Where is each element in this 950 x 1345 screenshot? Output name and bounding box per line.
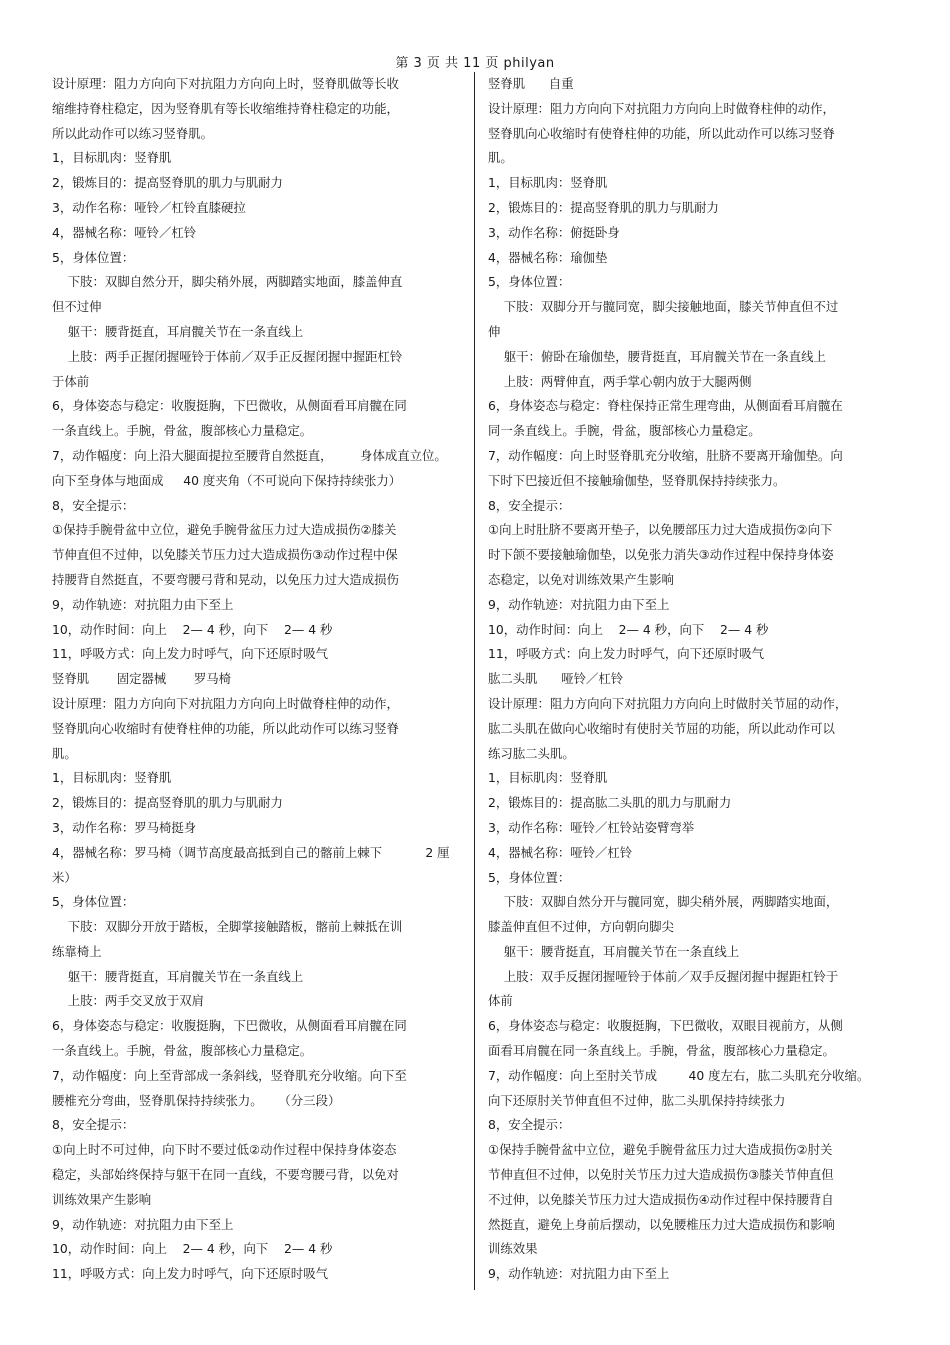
- text-line: 上肢：两臂伸直，两手掌心朝内放于大腿两侧: [488, 373, 752, 389]
- text-line: 8，安全提示：: [488, 497, 571, 513]
- text-line: 6，身体姿态与稳定：收腹挺胸，下巴微收，从侧面看耳肩髋在同: [52, 1018, 407, 1034]
- text-line: 8，安全提示：: [52, 497, 135, 513]
- text-line: 膝盖伸直但不过伸，方向朝向脚尖: [488, 919, 674, 935]
- text-line: 7，动作幅度：向上至背部成一条斜线，竖脊肌充分收缩。向下至: [52, 1067, 407, 1083]
- text-line: 4，器械名称：哑铃／杠铃: [488, 844, 633, 860]
- text-line: 9，动作轨迹：对抗阻力由下至上: [52, 1216, 234, 1232]
- text-line: 4，器械名称：瑜伽垫: [488, 249, 608, 265]
- text-line: 竖脊肌 固定器械 罗马椅: [52, 671, 232, 687]
- text-line: 肌。: [52, 745, 77, 761]
- text-line: 1，目标肌肉：竖脊肌: [488, 175, 608, 191]
- text-line: 不过伸，以免膝关节压力过大造成损伤④动作过程中保持腰背自: [488, 1191, 834, 1207]
- text-line: 训练效果: [488, 1241, 538, 1257]
- text-line: 4，器械名称：罗马椅（调节高度最高抵到自己的髂前上棘下 2 厘: [52, 844, 450, 860]
- text-line: ①向上时肚脐不要离开垫子，以免腰部压力过大造成损伤②向下: [488, 522, 833, 538]
- text-line: ①保持手腕骨盆中立位，避免手腕骨盆压力过大造成损伤②膝关: [52, 522, 397, 538]
- text-line: 设计原理：阻力方向向下对抗阻力方向向上时做脊柱伸的动作，: [488, 100, 835, 116]
- text-line: 2，锻炼目的：提高竖脊肌的肌力与肌耐力: [52, 795, 283, 811]
- text-line: 肌。: [488, 150, 513, 166]
- text-line: 练习肱二头肌。: [488, 745, 575, 761]
- text-line: 躯干：俯卧在瑜伽垫，腰背挺直，耳肩髋关节在一条直线上: [488, 348, 826, 364]
- text-line: ①保持手腕骨盆中立位，避免手腕骨盆压力过大造成损伤②肘关: [488, 1142, 833, 1158]
- text-line: 一条直线上。手腕，骨盆，腹部核心力量稳定。: [52, 423, 313, 439]
- text-line: 11，呼吸方式：向上发力时呼气，向下还原时吸气: [52, 1266, 328, 1282]
- text-line: 11，呼吸方式：向上发力时呼气，向下还原时吸气: [52, 646, 328, 662]
- text-line: 设计原理：阻力方向向下对抗阻力方向向上时做肘关节屈的动作，: [488, 695, 848, 711]
- text-line: 下肢：双脚自然分开，脚尖稍外展，两脚踏实地面，膝盖伸直: [52, 274, 403, 290]
- text-line: 一条直线上。手腕，骨盆，腹部核心力量稳定。: [52, 1043, 313, 1059]
- text-line: 下肢：双脚分开与髋同宽，脚尖接触地面，膝关节伸直但不过: [488, 299, 839, 315]
- text-line: 体前: [488, 993, 513, 1009]
- text-line: 节伸直但不过伸，以免膝关节压力过大造成损伤③动作过程中保: [52, 547, 398, 563]
- text-line: 然挺直，避免上身前后摆动，以免腰椎压力过大造成损伤和影响: [488, 1216, 835, 1232]
- text-line: 8，安全提示：: [488, 1117, 571, 1133]
- text-line: 面看耳肩髋在同一条直线上。手腕，骨盆，腹部核心力量稳定。: [488, 1043, 835, 1059]
- text-line: 6，身体姿态与稳定：脊柱保持正常生理弯曲，从侧面看耳肩髋在: [488, 398, 843, 414]
- text-line: 竖脊肌 自重: [488, 76, 574, 91]
- text-line: 10，动作时间：向上 2— 4 秒，向下 2— 4 秒: [488, 621, 769, 637]
- page-header: 第 3 页 共 11 页 philyan: [395, 56, 555, 71]
- text-line: 上肢：双手反握闭握哑铃于体前／双手反握闭握中握距杠铃于: [488, 968, 839, 984]
- text-line: 下肢：双脚分开放于踏板，全脚掌接触踏板，髂前上棘抵在训: [52, 919, 403, 935]
- text-line: 同一条直线上。手腕，骨盆，腹部核心力量稳定。: [488, 423, 761, 439]
- text-line: 2，锻炼目的：提高竖脊肌的肌力与肌耐力: [488, 199, 719, 215]
- text-line: 6，身体姿态与稳定：收腹挺胸，下巴微收，双眼目视前方，从侧: [488, 1018, 843, 1034]
- text-line: 竖脊肌向心收缩时有使脊柱伸的功能，所以此动作可以练习竖脊: [52, 720, 399, 736]
- text-line: 米）: [52, 869, 77, 885]
- text-line: 9，动作轨迹：对抗阻力由下至上: [488, 596, 670, 612]
- text-line: 7，动作幅度：向上沿大腿面提拉至腰背自然挺直， 身体成直立位。: [52, 447, 447, 463]
- text-line: 3，动作名称：俯挺卧身: [488, 224, 620, 240]
- text-line: 持腰背自然挺直，不要弯腰弓背和晃动，以免压力过大造成损伤: [52, 571, 399, 587]
- text-line: 7，动作幅度：向上时竖脊肌充分收缩，肚脐不要离开瑜伽垫。向: [488, 447, 843, 463]
- text-line: 躯干：腰背挺直，耳肩髋关节在一条直线上: [52, 323, 304, 339]
- right-column: [488, 72, 918, 1287]
- text-line: 1，目标肌肉：竖脊肌: [52, 770, 172, 786]
- text-line: ①向上时不可过伸，向下时不要过低②动作过程中保持身体姿态: [52, 1142, 397, 1158]
- text-line: 设计原理：阻力方向向下对抗阻力方向向上时，竖脊肌做等长收: [52, 76, 399, 91]
- column-divider: [474, 72, 475, 1290]
- text-line: 伸: [488, 323, 501, 339]
- text-line: 5，身体位置：: [52, 249, 135, 265]
- text-line: 5，身体位置：: [52, 894, 135, 910]
- text-line: 5，身体位置：: [488, 869, 571, 885]
- text-line: 肱二头肌 哑铃／杠铃: [488, 671, 624, 687]
- text-line: 态稳定，以免对训练效果产生影响: [488, 571, 674, 587]
- text-line: 11，呼吸方式：向上发力时呼气，向下还原时吸气: [488, 646, 764, 662]
- text-line: 肱二头肌在做向心收缩时有使肘关节屈的功能，所以此动作可以: [488, 720, 835, 736]
- text-line: 2，锻炼目的：提高竖脊肌的肌力与肌耐力: [52, 175, 283, 191]
- text-line: 6，身体姿态与稳定：收腹挺胸，下巴微收，从侧面看耳肩髋在同: [52, 398, 407, 414]
- text-line: 3，动作名称：罗马椅挺身: [52, 819, 197, 835]
- text-line: 下肢：双脚自然分开与髋同宽，脚尖稍外展，两脚踏实地面，: [488, 894, 839, 910]
- text-line: 节伸直但不过伸，以免肘关节压力过大造成损伤③膝关节伸直但: [488, 1167, 834, 1183]
- text-line: 下时下巴接近但不接触瑜伽垫，竖脊肌保持持续张力。: [488, 472, 786, 488]
- text-line: 7，动作幅度：向上至肘关节成 40 度左右，肱二头肌充分收缩。: [488, 1067, 870, 1083]
- text-line: 4，器械名称：哑铃／杠铃: [52, 224, 197, 240]
- text-line: 10，动作时间：向上 2— 4 秒，向下 2— 4 秒: [52, 1241, 333, 1257]
- text-line: 躯干：腰背挺直，耳肩髋关节在一条直线上: [488, 943, 740, 959]
- text-line: 躯干：腰背挺直，耳肩髋关节在一条直线上: [52, 968, 304, 984]
- text-line: 10，动作时间：向上 2— 4 秒，向下 2— 4 秒: [52, 621, 333, 637]
- text-line: 8，安全提示：: [52, 1117, 135, 1133]
- text-line: 设计原理：阻力方向向下对抗阻力方向向上时做脊柱伸的动作，: [52, 695, 399, 711]
- text-line: 9，动作轨迹：对抗阻力由下至上: [488, 1266, 670, 1282]
- text-line: 所以此动作可以练习竖脊肌。: [52, 125, 214, 141]
- text-line: 3，动作名称：哑铃／杠铃站姿臂弯举: [488, 819, 695, 835]
- text-line: 向下还原肘关节伸直但不过伸，肱二头肌保持持续张力: [488, 1092, 786, 1108]
- text-line: 9，动作轨迹：对抗阻力由下至上: [52, 596, 234, 612]
- text-line: 于体前: [52, 373, 90, 389]
- text-line: 缩维持脊柱稳定，因为竖脊肌有等长收缩维持脊柱稳定的功能，: [52, 100, 399, 116]
- text-line: 竖脊肌向心收缩时有使脊柱伸的功能，所以此动作可以练习竖脊: [488, 125, 835, 141]
- left-column: [52, 72, 472, 1287]
- text-line: 稳定，头部始终保持与躯干在同一直线，不要弯腰弓背，以免对: [52, 1167, 399, 1183]
- text-line: 但不过伸: [52, 299, 102, 315]
- text-line: 向下至身体与地面成 40 度夹角（不可说向下保持持续张力）: [52, 472, 402, 488]
- text-line: 1，目标肌肉：竖脊肌: [488, 770, 608, 786]
- text-line: 3，动作名称：哑铃／杠铃直膝硬拉: [52, 199, 246, 215]
- text-line: 上肢：两手交叉放于双肩: [52, 993, 205, 1009]
- text-line: 1，目标肌肉：竖脊肌: [52, 150, 172, 166]
- text-line: 2，锻炼目的：提高肱二头肌的肌力与肌耐力: [488, 795, 732, 811]
- text-line: 训练效果产生影响: [52, 1191, 152, 1207]
- text-line: 时下颌不要接触瑜伽垫，以免张力消失③动作过程中保持身体姿: [488, 547, 834, 563]
- text-line: 5，身体位置：: [488, 274, 571, 290]
- text-line: 腰椎充分弯曲，竖脊肌保持持续张力。 （分三段）: [52, 1092, 341, 1108]
- text-line: 练靠椅上: [52, 943, 102, 959]
- text-line: 上肢：两手正握闭握哑铃于体前／双手正反握闭握中握距杠铃: [52, 348, 403, 364]
